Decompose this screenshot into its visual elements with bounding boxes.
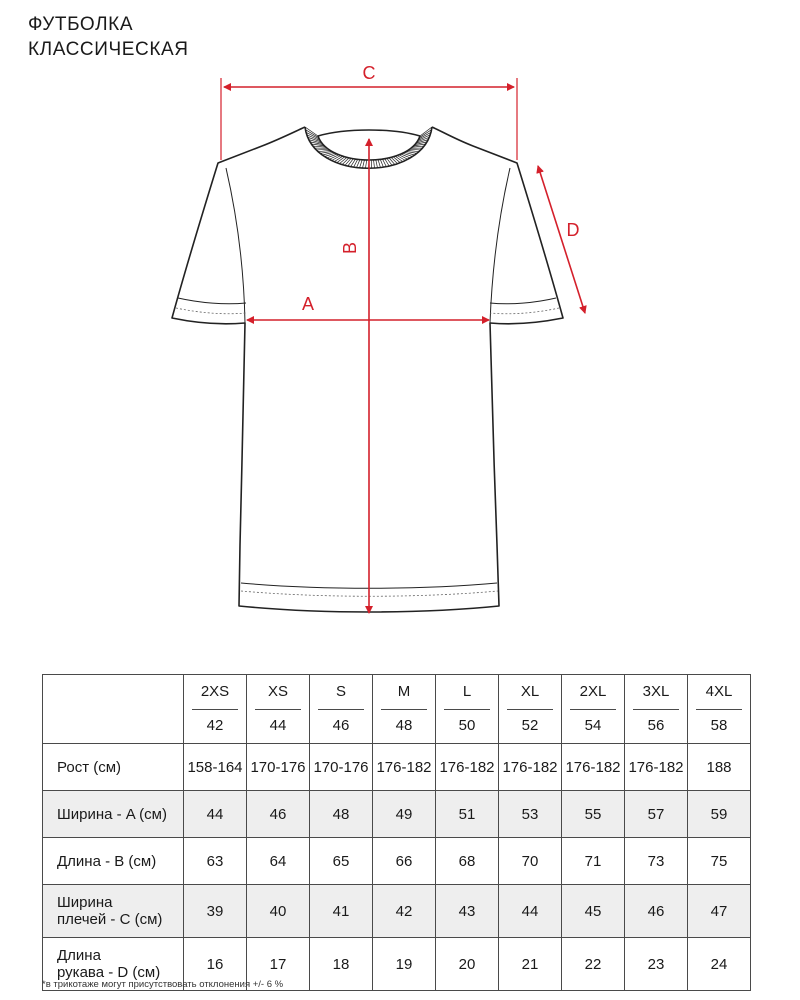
table-cell: 170-176 — [310, 744, 373, 791]
size-header-cell — [184, 675, 247, 744]
table-cell: 176-182 — [625, 744, 688, 791]
table-cell: 41 — [310, 885, 373, 938]
table-cell: 176-182 — [562, 744, 625, 791]
table-cell: 176-182 — [373, 744, 436, 791]
table-cell: 44 — [499, 885, 562, 938]
rib-line — [318, 150, 330, 151]
table-cell: 158-164 — [184, 744, 247, 791]
table-cell: 45 — [562, 885, 625, 938]
table-row — [43, 791, 751, 838]
table-cell: 188 — [688, 744, 751, 791]
rib-line — [325, 153, 336, 156]
row-label-line: Длина — [57, 947, 101, 964]
rib-line — [409, 149, 420, 150]
row-label-line: рукава - D (см) — [57, 964, 161, 981]
size-letter: M — [381, 675, 427, 710]
label-d: D — [566, 220, 580, 240]
rib-line — [316, 149, 328, 150]
rib-line — [378, 160, 380, 168]
size-number: 56 — [647, 717, 665, 734]
table-cell: 71 — [562, 838, 625, 885]
table-cell: 40 — [247, 885, 310, 938]
label-b: B — [340, 241, 360, 255]
measure-d — [538, 166, 585, 313]
table-cell: 176-182 — [499, 744, 562, 791]
size-letter: L — [444, 675, 490, 710]
table-cell: 48 — [310, 791, 373, 838]
table-row — [43, 744, 751, 791]
label-a: A — [301, 294, 315, 314]
row-label-line: Ширина - A (см) — [57, 805, 167, 823]
product-title-line-1: ФУТБОЛКА — [28, 14, 134, 35]
row-label — [43, 744, 184, 791]
size-letter: 2XL — [570, 675, 616, 710]
size-chart-table — [42, 674, 751, 991]
size-letter: S — [318, 675, 364, 710]
rib-line — [348, 159, 353, 166]
size-letter: XL — [507, 675, 553, 710]
tshirt-body — [172, 127, 563, 612]
rib-line — [401, 154, 410, 158]
table-cell: 42 — [373, 885, 436, 938]
rib-line — [374, 160, 375, 168]
table-cell: 53 — [499, 791, 562, 838]
size-number: 42 — [206, 717, 224, 734]
table-cell: 64 — [247, 838, 310, 885]
row-label-line: Ширина — [57, 894, 113, 911]
table-cell: 66 — [373, 838, 436, 885]
size-letter: XS — [255, 675, 301, 710]
row-label — [43, 885, 184, 938]
table-cell: 39 — [184, 885, 247, 938]
rib-line — [391, 157, 397, 163]
size-header-cell — [436, 675, 499, 744]
row-label — [43, 838, 184, 885]
size-header-row — [43, 675, 751, 744]
table-cell: 46 — [247, 791, 310, 838]
table-row — [43, 838, 751, 885]
table-cell: 22 — [562, 938, 625, 991]
table-cell: 51 — [436, 791, 499, 838]
table-cell: 19 — [373, 938, 436, 991]
size-number: 48 — [395, 717, 413, 734]
rib-line — [366, 160, 367, 168]
size-number: 46 — [332, 717, 350, 734]
table-cell: 18 — [310, 938, 373, 991]
row-label-line: Рост (см) — [57, 758, 122, 776]
table-cell: 16 — [184, 938, 247, 991]
table-cell: 73 — [625, 838, 688, 885]
shoulder-seam-right — [490, 168, 510, 323]
rib-line — [345, 158, 351, 165]
rib-line — [399, 155, 408, 159]
measure-a — [247, 294, 489, 320]
tshirt-outline — [172, 127, 563, 612]
header-corner-cell — [43, 675, 184, 744]
row-label — [43, 791, 184, 838]
size-letter: 3XL — [633, 675, 679, 710]
table-cell: 21 — [499, 938, 562, 991]
size-header-cell — [247, 675, 310, 744]
row-label-line: Длина - B (см) — [57, 852, 157, 870]
table-cell: 43 — [436, 885, 499, 938]
size-header-cell — [625, 675, 688, 744]
size-letter: 2XS — [192, 675, 238, 710]
rib-line — [363, 160, 365, 168]
table-cell: 46 — [625, 885, 688, 938]
table-cell: 23 — [625, 938, 688, 991]
table-cell: 70 — [499, 838, 562, 885]
size-header-cell — [310, 675, 373, 744]
table-cell: 68 — [436, 838, 499, 885]
table-cell: 44 — [184, 791, 247, 838]
size-header-cell — [688, 675, 751, 744]
label-c: C — [362, 63, 376, 83]
table-cell: 65 — [310, 838, 373, 885]
size-number: 54 — [584, 717, 602, 734]
table-cell: 170-176 — [247, 744, 310, 791]
table-cell: 20 — [436, 938, 499, 991]
collar-back — [318, 130, 420, 136]
table-row — [43, 885, 751, 938]
table-cell: 47 — [688, 885, 751, 938]
table-cell: 75 — [688, 838, 751, 885]
rib-line — [360, 160, 363, 168]
table-cell: 17 — [247, 938, 310, 991]
table-cell: 176-182 — [436, 744, 499, 791]
size-header-cell — [373, 675, 436, 744]
table-cell: 59 — [688, 791, 751, 838]
rib-line — [389, 158, 395, 165]
footnote: *в трикотаже могут присутствовать отклонения +/- 6 % — [42, 979, 284, 990]
table-cell: 49 — [373, 791, 436, 838]
size-number: 50 — [458, 717, 476, 734]
table-cell: 24 — [688, 938, 751, 991]
sleeve-hem-left — [178, 298, 246, 304]
shoulder-seam-left — [226, 168, 245, 323]
sleeve-hem-right — [490, 298, 556, 304]
rib-line — [376, 160, 378, 168]
size-header-cell — [499, 675, 562, 744]
size-letter: 4XL — [696, 675, 742, 710]
size-number: 52 — [521, 717, 539, 734]
size-number: 44 — [269, 717, 287, 734]
rib-line — [387, 158, 392, 165]
size-number: 58 — [710, 717, 728, 734]
product-title-line-2: КЛАССИЧЕСКАЯ — [28, 39, 189, 60]
stitching — [176, 308, 559, 596]
size-header-cell — [562, 675, 625, 744]
table-cell: 55 — [562, 791, 625, 838]
row-label-line: плечей - C (см) — [57, 911, 163, 928]
measure-b — [340, 139, 369, 613]
table-cell: 63 — [184, 838, 247, 885]
rib-line — [408, 150, 419, 151]
table-cell: 57 — [625, 791, 688, 838]
